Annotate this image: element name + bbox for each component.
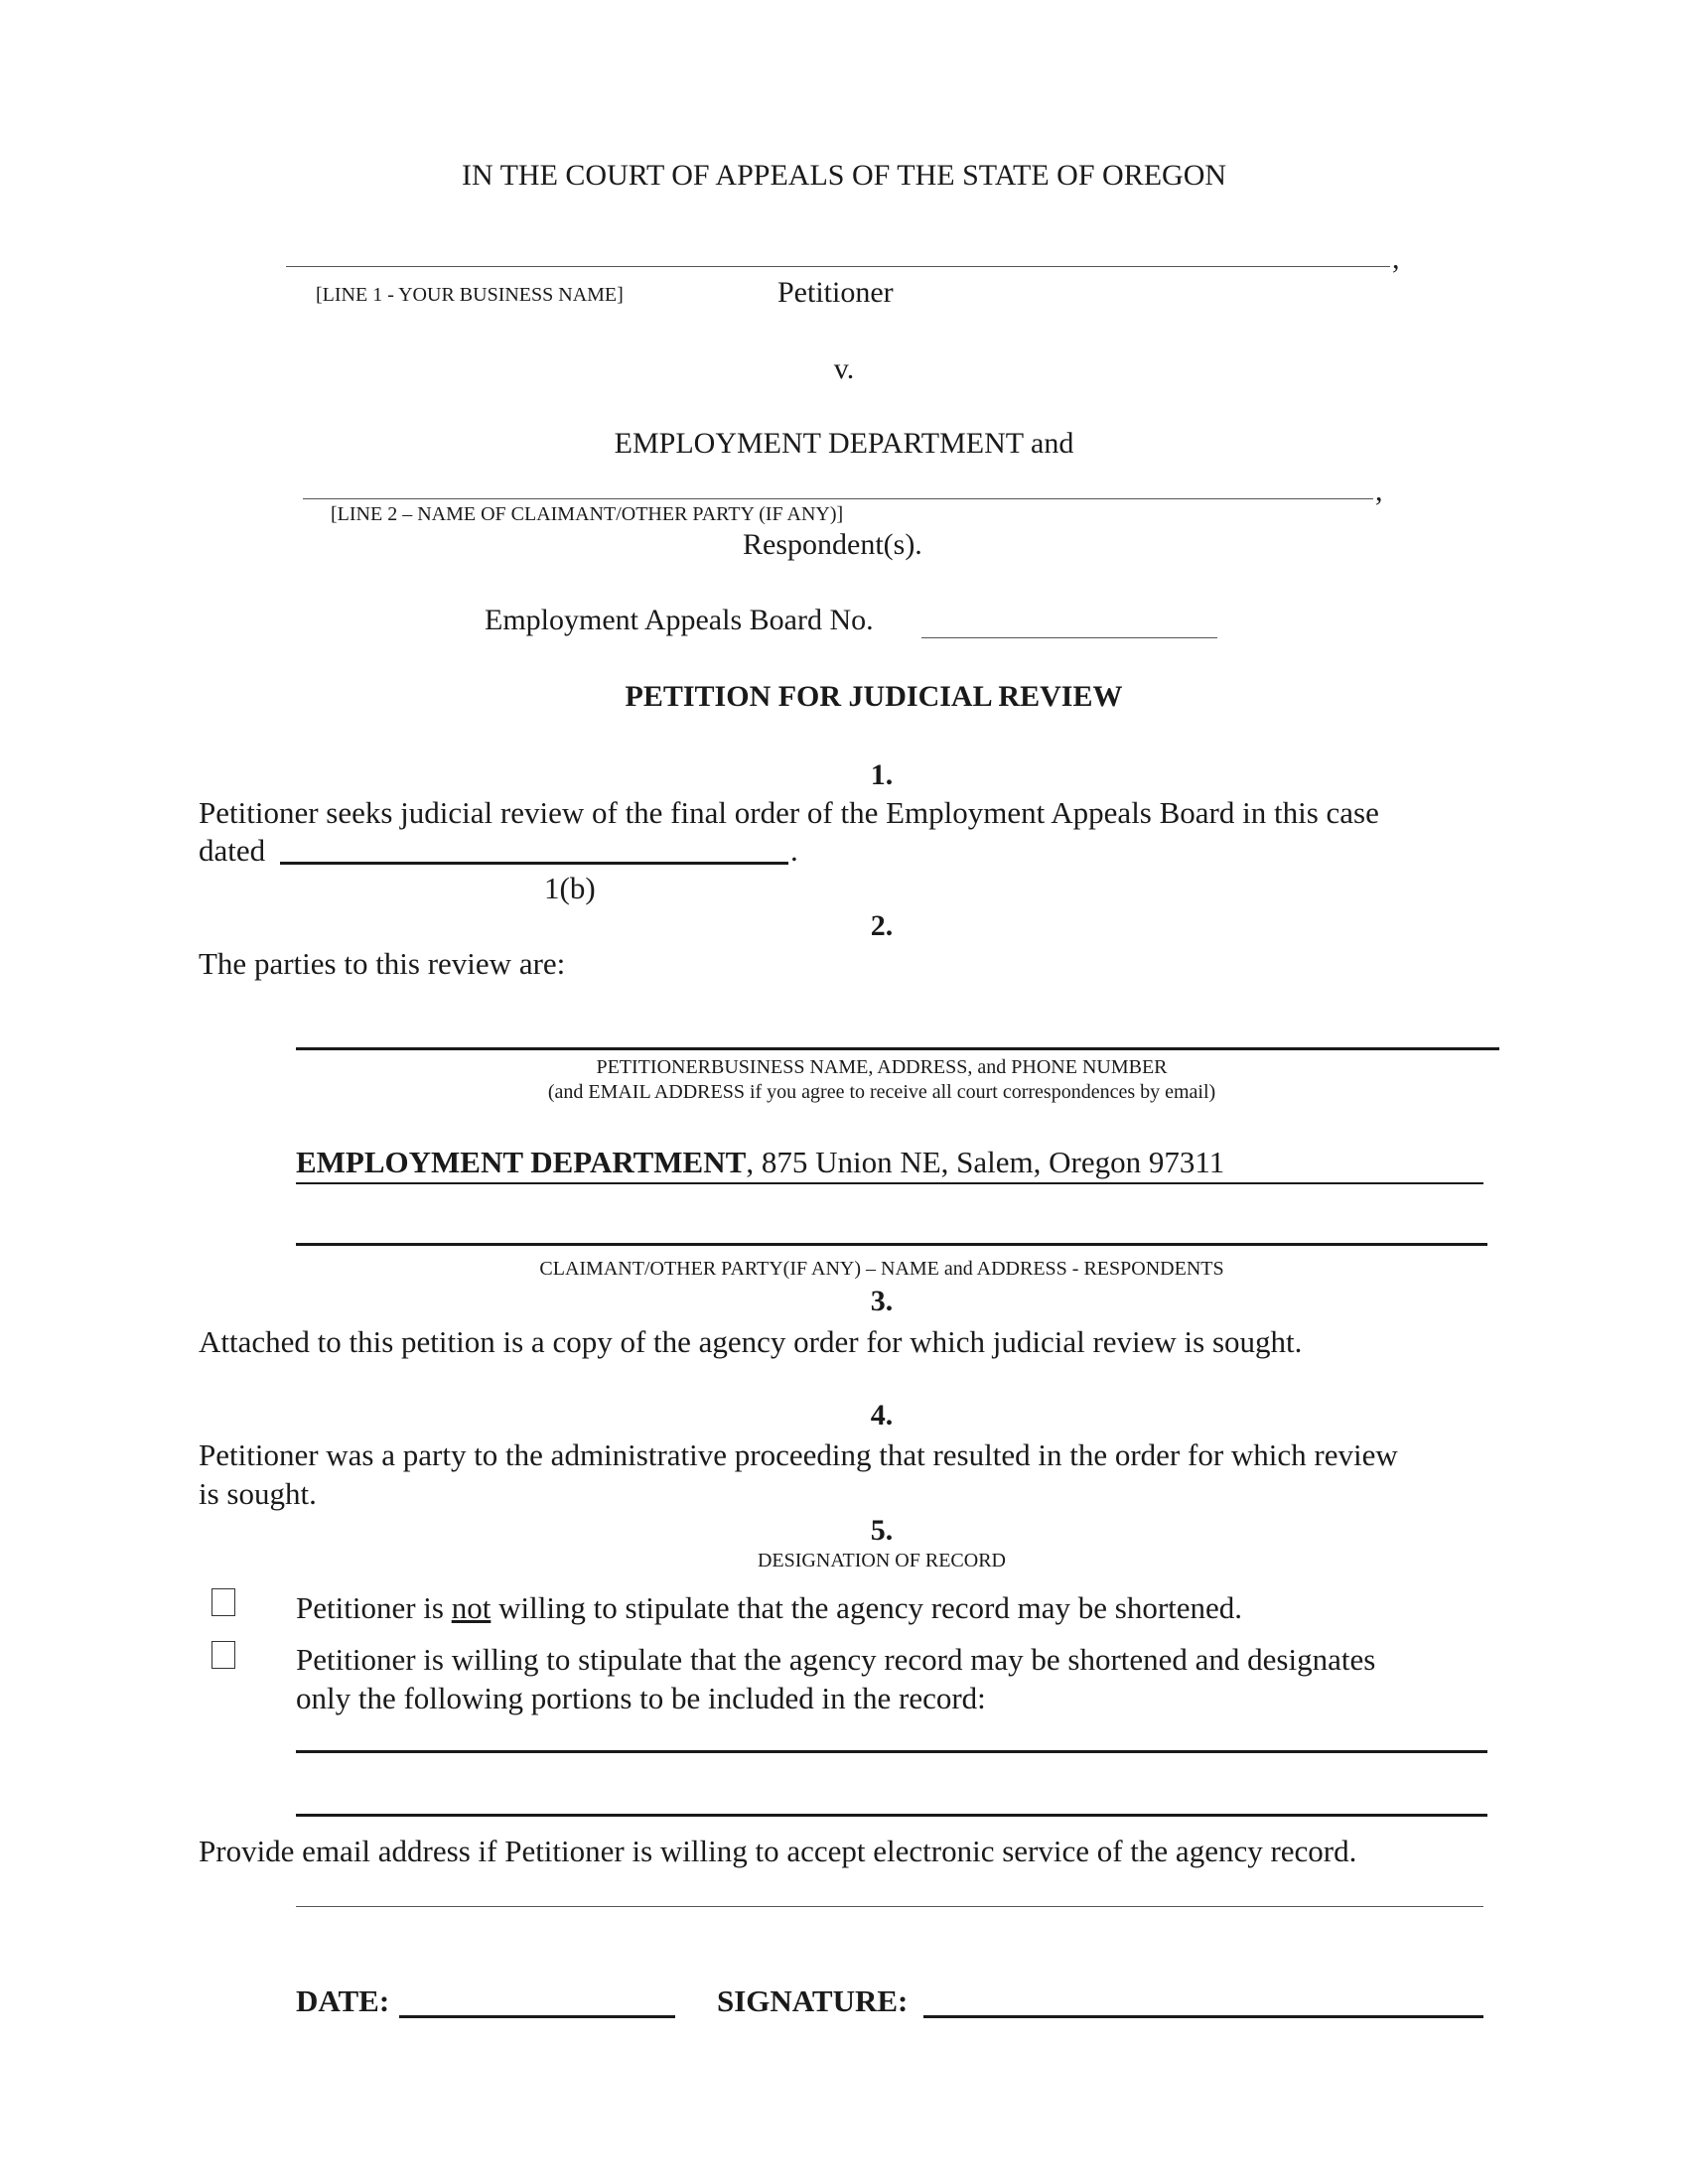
record-portions-line-1[interactable]: [296, 1750, 1487, 1753]
board-no-label: Employment Appeals Board No.: [485, 604, 874, 636]
versus: v.: [833, 352, 855, 385]
section-3-number: 3.: [870, 1285, 894, 1317]
petitioner-caption-2: (and EMAIL ADDRESS if you agree to receive all court correspondences by email): [547, 1081, 1216, 1103]
section-1-text: Petitioner seeks judicial review of the final order of the Employment Appeals Board in this case: [199, 795, 1379, 830]
document-title: PETITION FOR JUDICIAL REVIEW: [625, 680, 1123, 713]
dated-line[interactable]: [280, 862, 788, 865]
agency-name: EMPLOYMENT DEPARTMENT: [296, 1145, 747, 1179]
board-no-line[interactable]: [921, 637, 1217, 638]
record-portions-line-2[interactable]: [296, 1814, 1487, 1817]
signature-label: SIGNATURE:: [717, 1983, 909, 2018]
signature-line[interactable]: [923, 2015, 1483, 2018]
line1-label: [LINE 1 - YOUR BUSINESS NAME]: [316, 284, 624, 306]
respondents-label: Respondent(s).: [743, 528, 922, 561]
claimant-info-line[interactable]: [296, 1243, 1487, 1246]
option-2-text-2: only the following portions to be included in the record:: [296, 1681, 986, 1715]
section-1-number: 1.: [870, 758, 894, 791]
section-2-text: The parties to this review are:: [199, 946, 566, 981]
option-2-text-1: Petitioner is willing to stipulate that the agency record may be shortened and designates: [296, 1642, 1376, 1677]
section-4-text-2: is sought.: [199, 1476, 317, 1511]
period: .: [790, 833, 798, 868]
date-label: DATE:: [296, 1983, 390, 2018]
willing-checkbox[interactable]: [211, 1641, 235, 1669]
respondent-agency: EMPLOYMENT DEPARTMENT and: [614, 427, 1074, 460]
dated-label: dated: [199, 833, 266, 868]
court-title: IN THE COURT OF APPEALS OF THE STATE OF OREGON: [461, 159, 1227, 192]
email-line[interactable]: [296, 1906, 1483, 1907]
business-name-line[interactable]: [286, 266, 1390, 267]
option-1-text: [296, 1588, 1242, 1627]
section-2-number: 2.: [870, 909, 894, 942]
agency-address: , 875 Union NE, Salem, Oregon 97311: [746, 1145, 1225, 1179]
date-line[interactable]: [399, 2015, 675, 2018]
comma: ,: [1375, 475, 1383, 507]
petitioner-label: Petitioner: [777, 276, 894, 309]
claimant-caption: CLAIMANT/OTHER PARTY(IF ANY) – NAME and ADDRESS - RESPONDENTS: [539, 1258, 1224, 1280]
section-5-number: 5.: [870, 1514, 894, 1547]
section-3-text: Attached to this petition is a copy of the agency order for which judicial review is sought.: [199, 1324, 1303, 1359]
section-1b-label: 1(b): [544, 871, 596, 905]
option-1-not: not: [451, 1590, 492, 1625]
section-4-number: 4.: [870, 1399, 894, 1432]
agency-party-line: [296, 1145, 1483, 1184]
line2-label: [LINE 2 – NAME OF CLAIMANT/OTHER PARTY (IF ANY)]: [331, 503, 844, 525]
comma: ,: [1392, 242, 1400, 275]
claimant-name-line[interactable]: [303, 498, 1373, 499]
option-1-pre: Petitioner is: [296, 1590, 452, 1625]
section-4-text-1: Petitioner was a party to the administrative proceeding that resulted in the order for which review: [199, 1437, 1398, 1472]
designation-heading: DESIGNATION OF RECORD: [757, 1550, 1006, 1571]
petitioner-info-line[interactable]: [296, 1047, 1499, 1050]
option-1-post: willing to stipulate that the agency record may be shortened.: [491, 1590, 1243, 1625]
not-willing-checkbox[interactable]: [211, 1588, 235, 1616]
email-prompt: Provide email address if Petitioner is willing to accept electronic service of the agency record.: [199, 1834, 1357, 1868]
petitioner-caption-1: PETITIONERBUSINESS NAME, ADDRESS, and PHONE NUMBER: [596, 1056, 1168, 1078]
